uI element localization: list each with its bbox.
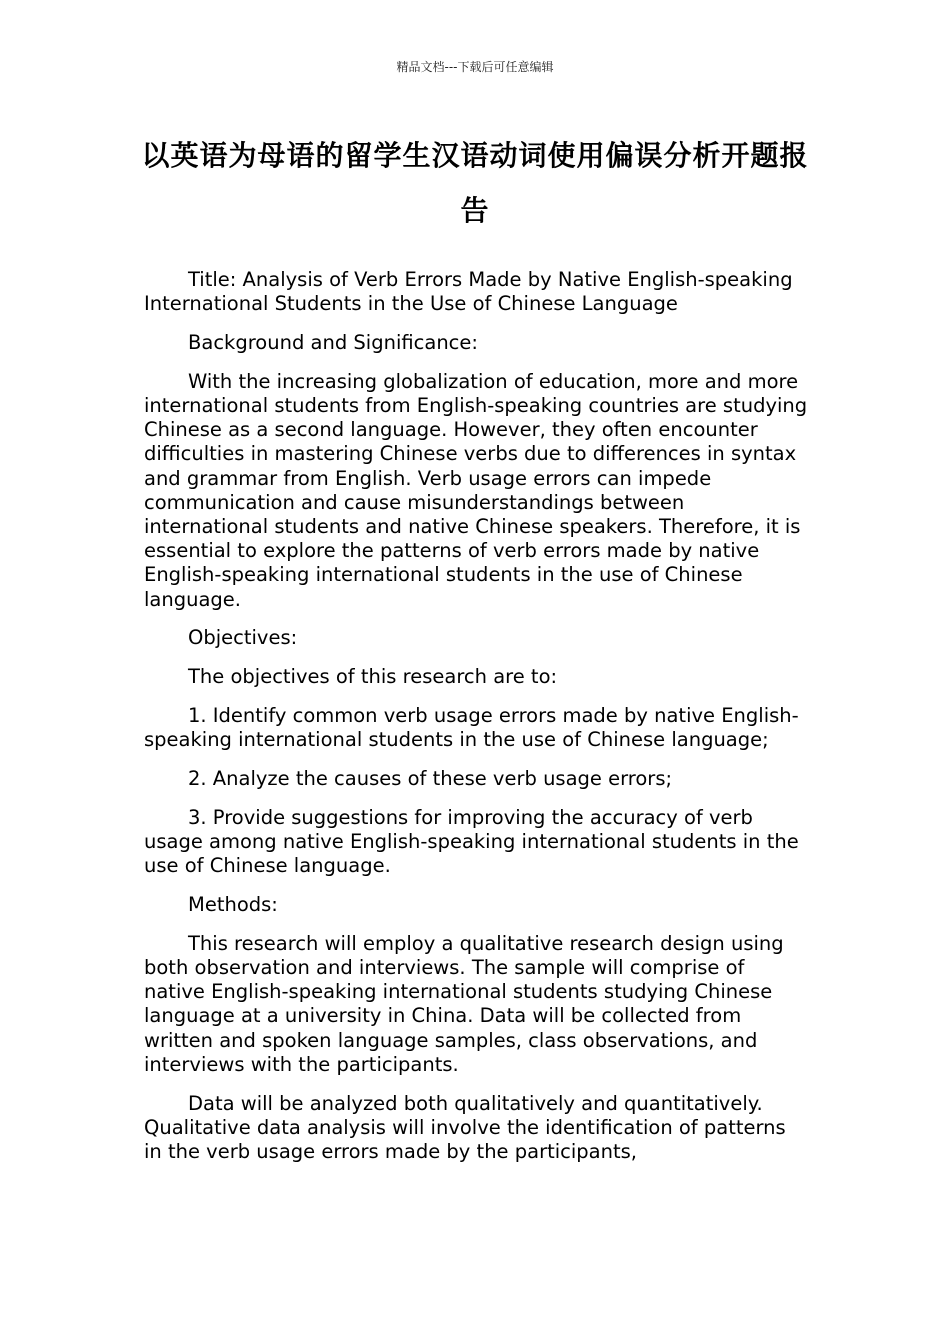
paragraph: With the increasing globalization of education, more and more international students from English-speaking countries are studying Chinese as a second language. However, they often encounter difficulties in mastering Chinese verbs due to differences in syntax and grammar from English. Verb usage errors can impede communication and cause misunderstandings between international students and native Chinese speakers. Therefore, it is essential to explore the patterns of verb errors made by native English-speaking international students in the use of Chinese language. — [144, 369, 808, 611]
list-item: 1. Identify common verb usage errors made by native English-speaking international students in the use of Chinese language; — [144, 704, 799, 752]
section-heading: Background and Significance: — [188, 331, 478, 354]
document-body — [144, 268, 808, 1179]
paragraph: The objectives of this research are to: — [188, 665, 558, 689]
list-item: 3. Provide suggestions for improving the accuracy of verb usage among native English-speaking international students in the use of Chinese language. — [144, 805, 799, 878]
section-heading: Methods: — [188, 893, 278, 917]
paragraph: This research will employ a qualitative research design using both observation and interviews. The sample will comprise of native English-speaking international students studying Chinese language at a university in China. Data will be collected from written and spoken language samples, class observations, and interviews with the participants. — [144, 931, 784, 1076]
list-item: 2. Analyze the causes of these verb usage errors; — [188, 767, 673, 791]
title-paragraph: Title: Analysis of Verb Errors Made by Native English-speaking International Students in the Use of Chinese Language — [144, 268, 793, 316]
page-header: 精品文档---下载后可任意编辑 — [396, 60, 554, 74]
paragraph: Data will be analyzed both qualitatively and quantitatively. Qualitative data analysis will involve the identification of patterns in the verb usage errors made by the participants, — [144, 1091, 786, 1164]
section-heading: Objectives: — [188, 626, 298, 650]
document-title: 以英语为母语的留学生汉语动词使用偏误分析开题报告 — [141, 139, 809, 227]
